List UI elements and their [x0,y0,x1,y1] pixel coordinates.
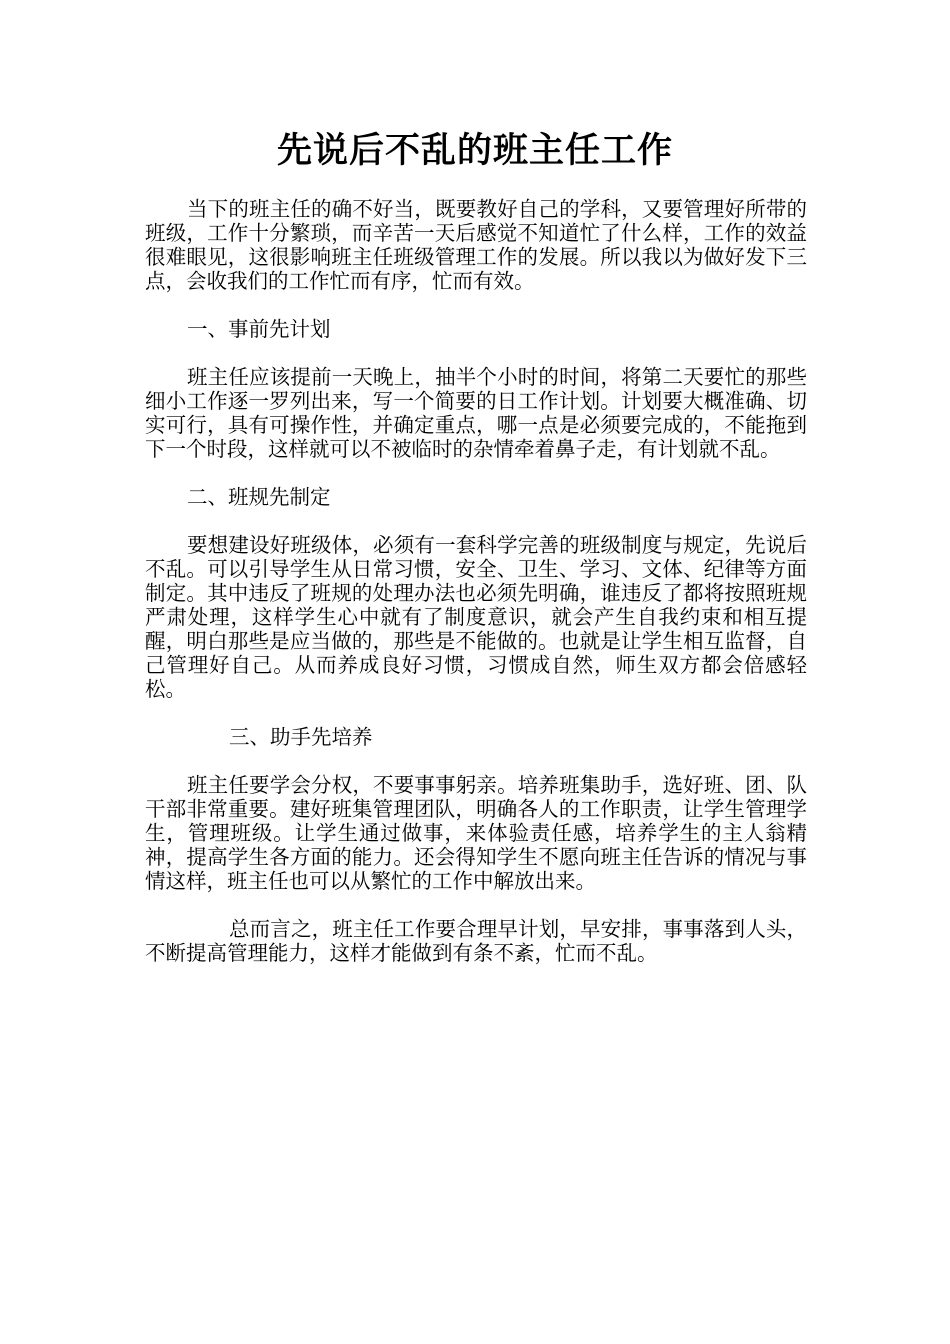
document-title: 先说后不乱的班主任工作 [276,131,673,171]
section-heading-2: 二、班规先制定 [187,485,331,509]
section-paragraph-3: 班主任要学会分权，不要事事躬亲。培养班集助手，选好班、团、队干部非常重要。建好班集管理团队，明确各人的工作职责，让学生管理学生，管理班级。让学生通过做事，来体验责任感，培养学生的主人翁精神，提高学生各方面的能力。还会得知学生不愿向班主任告诉的情况与事情这样，班主任也可以从繁忙的工作中解放出来。 [145,773,807,893]
document-body [145,197,807,989]
section-paragraph-2: 要想建设好班级体，必须有一套科学完善的班级制度与规定，先说后不乱。可以引导学生从日常习惯，安全、卫生、学习、文体、纪律等方面制定。其中违反了班规的处理办法也必须先明确，谁违反了都将按照班规严肃处理，这样学生心中就有了制度意识，就会产生自我约束和相互提醒，明白那些是应当做的，那些是不能做的。也就是让学生相互监督，自己管理好自己。从而养成良好习惯，习惯成自然，师生双方都会倍感轻松。 [145,533,807,701]
section-heading-3: 三、助手先培养 [229,725,373,749]
intro-paragraph: 当下的班主任的确不好当，既要教好自己的学科，又要管理好所带的班级，工作十分繁琐，而辛苦一天后感觉不知道忙了什么样，工作的效益很难眼见，这很影响班主任班级管理工作的发展。所以我以为做好发下三点，会收我们的工作忙而有序，忙而有效。 [145,197,807,293]
section-heading-1: 一、事前先计划 [187,317,331,341]
conclusion-paragraph: 总而言之，班主任工作要合理早计划，早安排，事事落到人头，不断提高管理能力，这样才能做到有条不紊，忙而不乱。 [145,917,807,965]
section-paragraph-1: 班主任应该提前一天晚上，抽半个小时的时间，将第二天要忙的那些细小工作逐一罗列出来，写一个简要的日工作计划。计划要大概准确、切实可行，具有可操作性，并确定重点，哪一点是必须要完成的，不能拖到下一个时段，这样就可以不被临时的杂情牵着鼻子走，有计划就不乱。 [145,365,807,461]
